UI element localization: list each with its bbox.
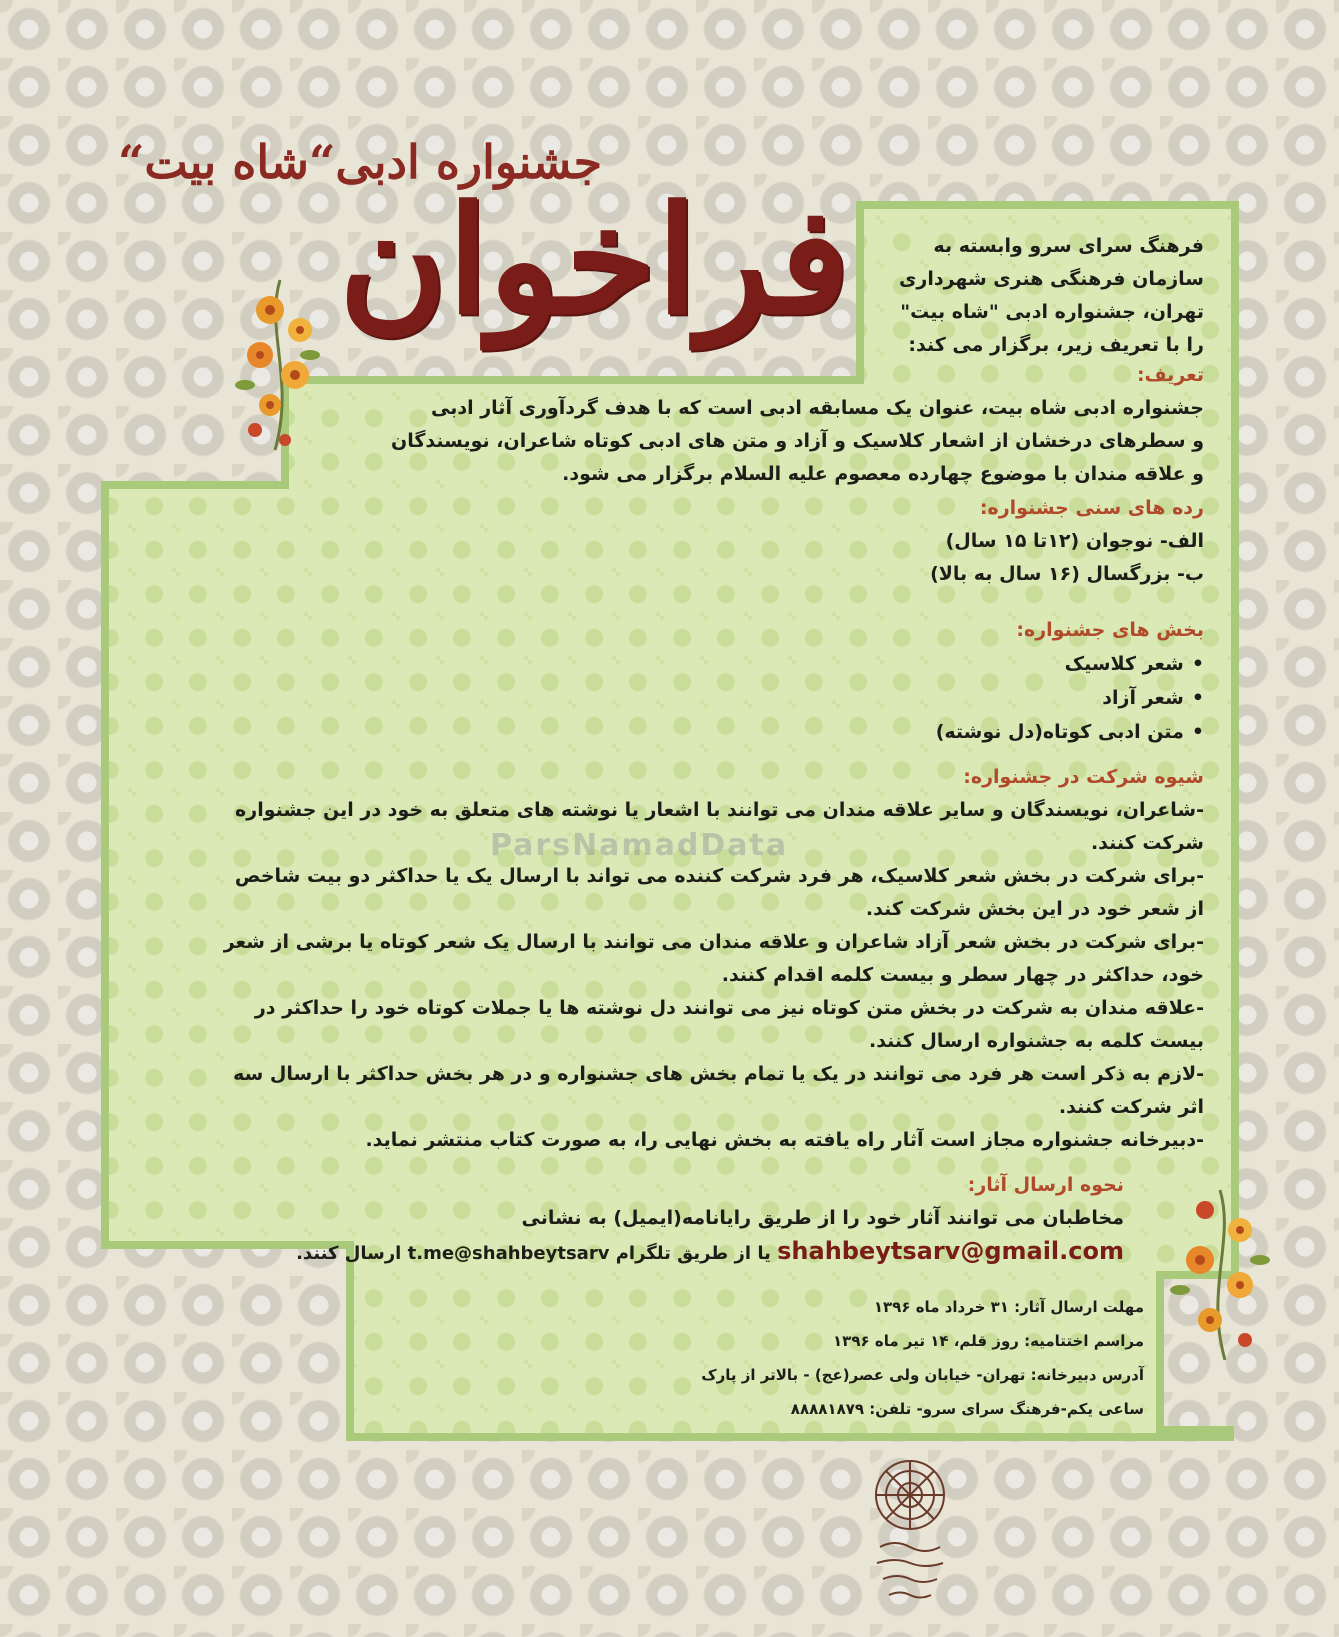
submission-block: [224, 1168, 1124, 1270]
participation-heading: شیوه شرکت در جشنواره:: [963, 766, 1204, 788]
intro-paragraph: [824, 230, 1204, 362]
intro-line: تهران، جشنواره ادبی "شاه بیت": [900, 301, 1204, 323]
page-title: فراخوان: [338, 173, 850, 347]
submission-contact-line: shahbeytsarv@gmail.com یا از طریق تلگرام t.me@shahbeytsarv ارسال کنند.: [296, 1237, 1124, 1265]
submission-line: مخاطبان می توانند آثار خود را از طریق رایانامه(ایمیل) به نشانی: [521, 1207, 1124, 1229]
watermark-text: ParsNamadData: [490, 828, 789, 863]
definition-block: [294, 358, 1204, 749]
list-item: •متن ادبی کوتاه(دل نوشته): [935, 721, 1204, 743]
definition-line: و علاقه مندان با موضوع چهارده معصوم علیه السلام برگزار می شود.: [562, 463, 1204, 485]
participation-block: [144, 760, 1204, 1157]
participation-line: -علاقه مندان به شرکت در بخش متن کوتاه نیز می توانند دل نوشته ها یا جملات کوتاه خود را حداکثر در: [254, 997, 1204, 1019]
definition-heading: تعریف:: [1136, 364, 1204, 386]
definition-line: جشنواره ادبی شاه بیت، عنوان یک مسابقه ادبی است که با هدف گردآوری آثار ادبی: [431, 397, 1204, 419]
participation-line: اثر شرکت کنند.: [1058, 1096, 1204, 1118]
bullet-icon: •: [1191, 687, 1204, 709]
list-item: •شعر کلاسیک: [1064, 653, 1204, 675]
footer-info: [544, 1290, 1144, 1426]
participation-line: -لازم به ذکر است هر فرد می توانند در یک یا تمام بخش های جشنواره و در هر بخش حداکثر با ارسال سه: [233, 1063, 1204, 1085]
sections-list: [294, 647, 1204, 749]
participation-line: شرکت کنند.: [1090, 832, 1204, 854]
festival-subtitle: جشنواره ادبی“شاه بیت“: [117, 135, 603, 189]
participation-line: -شاعران، نویسندگان و سایر علاقه مندان می توانند با اشعار یا نوشته های متعلق به خود در این جشنواره: [235, 799, 1204, 821]
telegram-link[interactable]: t.me@shahbeytsarv: [407, 1243, 610, 1264]
age-group-item: الف- نوجوان (۱۲تا ۱۵ سال): [945, 530, 1204, 552]
intro-line: سازمان فرهنگی هنری شهرداری: [898, 268, 1204, 290]
ceremony-text: مراسم اختتامیه: روز قلم، ۱۴ تیر ماه ۱۳۹۶: [833, 1332, 1144, 1350]
age-group-item: ب- بزرگسال (۱۶ سال به بالا): [930, 563, 1204, 585]
address-text: آدرس دبیرخانه: تهران- خیابان ولی عصر(عج) - بالاتر از پارک: [701, 1366, 1144, 1384]
participation-line: -برای شرکت در بخش شعر آزاد شاعران و علاقه مندان می توانند با ارسال یک شعر کوتاه یا برشی از شعر: [223, 931, 1204, 953]
deadline-text: مهلت ارسال آثار: ۳۱ خرداد ماه ۱۳۹۶: [873, 1298, 1144, 1316]
age-groups-heading: رده های سنی جشنواره:: [979, 497, 1204, 519]
cultural-center-logo-icon: [865, 1455, 955, 1615]
intro-line: فرهنگ سرای سرو وابسته به: [933, 235, 1204, 257]
address-phone-text: ساعی یکم-فرهنگ سرای سرو- تلفن: ۸۸۸۸۱۸۷۹: [790, 1400, 1144, 1418]
flower-icon: [1165, 1180, 1275, 1370]
email-link[interactable]: shahbeytsarv@gmail.com: [777, 1237, 1124, 1265]
bullet-icon: •: [1191, 721, 1204, 743]
definition-line: و سطرهای درخشان از اشعار کلاسیک و آزاد و متن های ادبی کوتاه شاعران، نویسندگان: [391, 430, 1204, 452]
participation-line: از شعر خود در این بخش شرکت کند.: [865, 898, 1204, 920]
submission-heading: نحوه ارسال آثار:: [967, 1174, 1124, 1196]
sections-heading: بخش های جشنواره:: [1016, 619, 1204, 641]
intro-line: را با تعریف زیر، برگزار می کند:: [908, 334, 1204, 356]
participation-line: خود، حداکثر در چهار سطر و بیست کلمه اقدام کنند.: [721, 964, 1204, 986]
participation-line: -برای شرکت در بخش شعر کلاسیک، هر فرد شرکت کننده می تواند با ارسال یک یا حداکثر دو بیت شاخص: [234, 865, 1204, 887]
list-item: •شعر آزاد: [1102, 687, 1204, 709]
bullet-icon: •: [1191, 653, 1204, 675]
participation-line: بیست کلمه به جشنواره ارسال کنند.: [868, 1030, 1204, 1052]
participation-line: -دبیرخانه جشنواره مجاز است آثار راه یافته به بخش نهایی را، به صورت کتاب منتشر نماید.: [365, 1129, 1204, 1151]
